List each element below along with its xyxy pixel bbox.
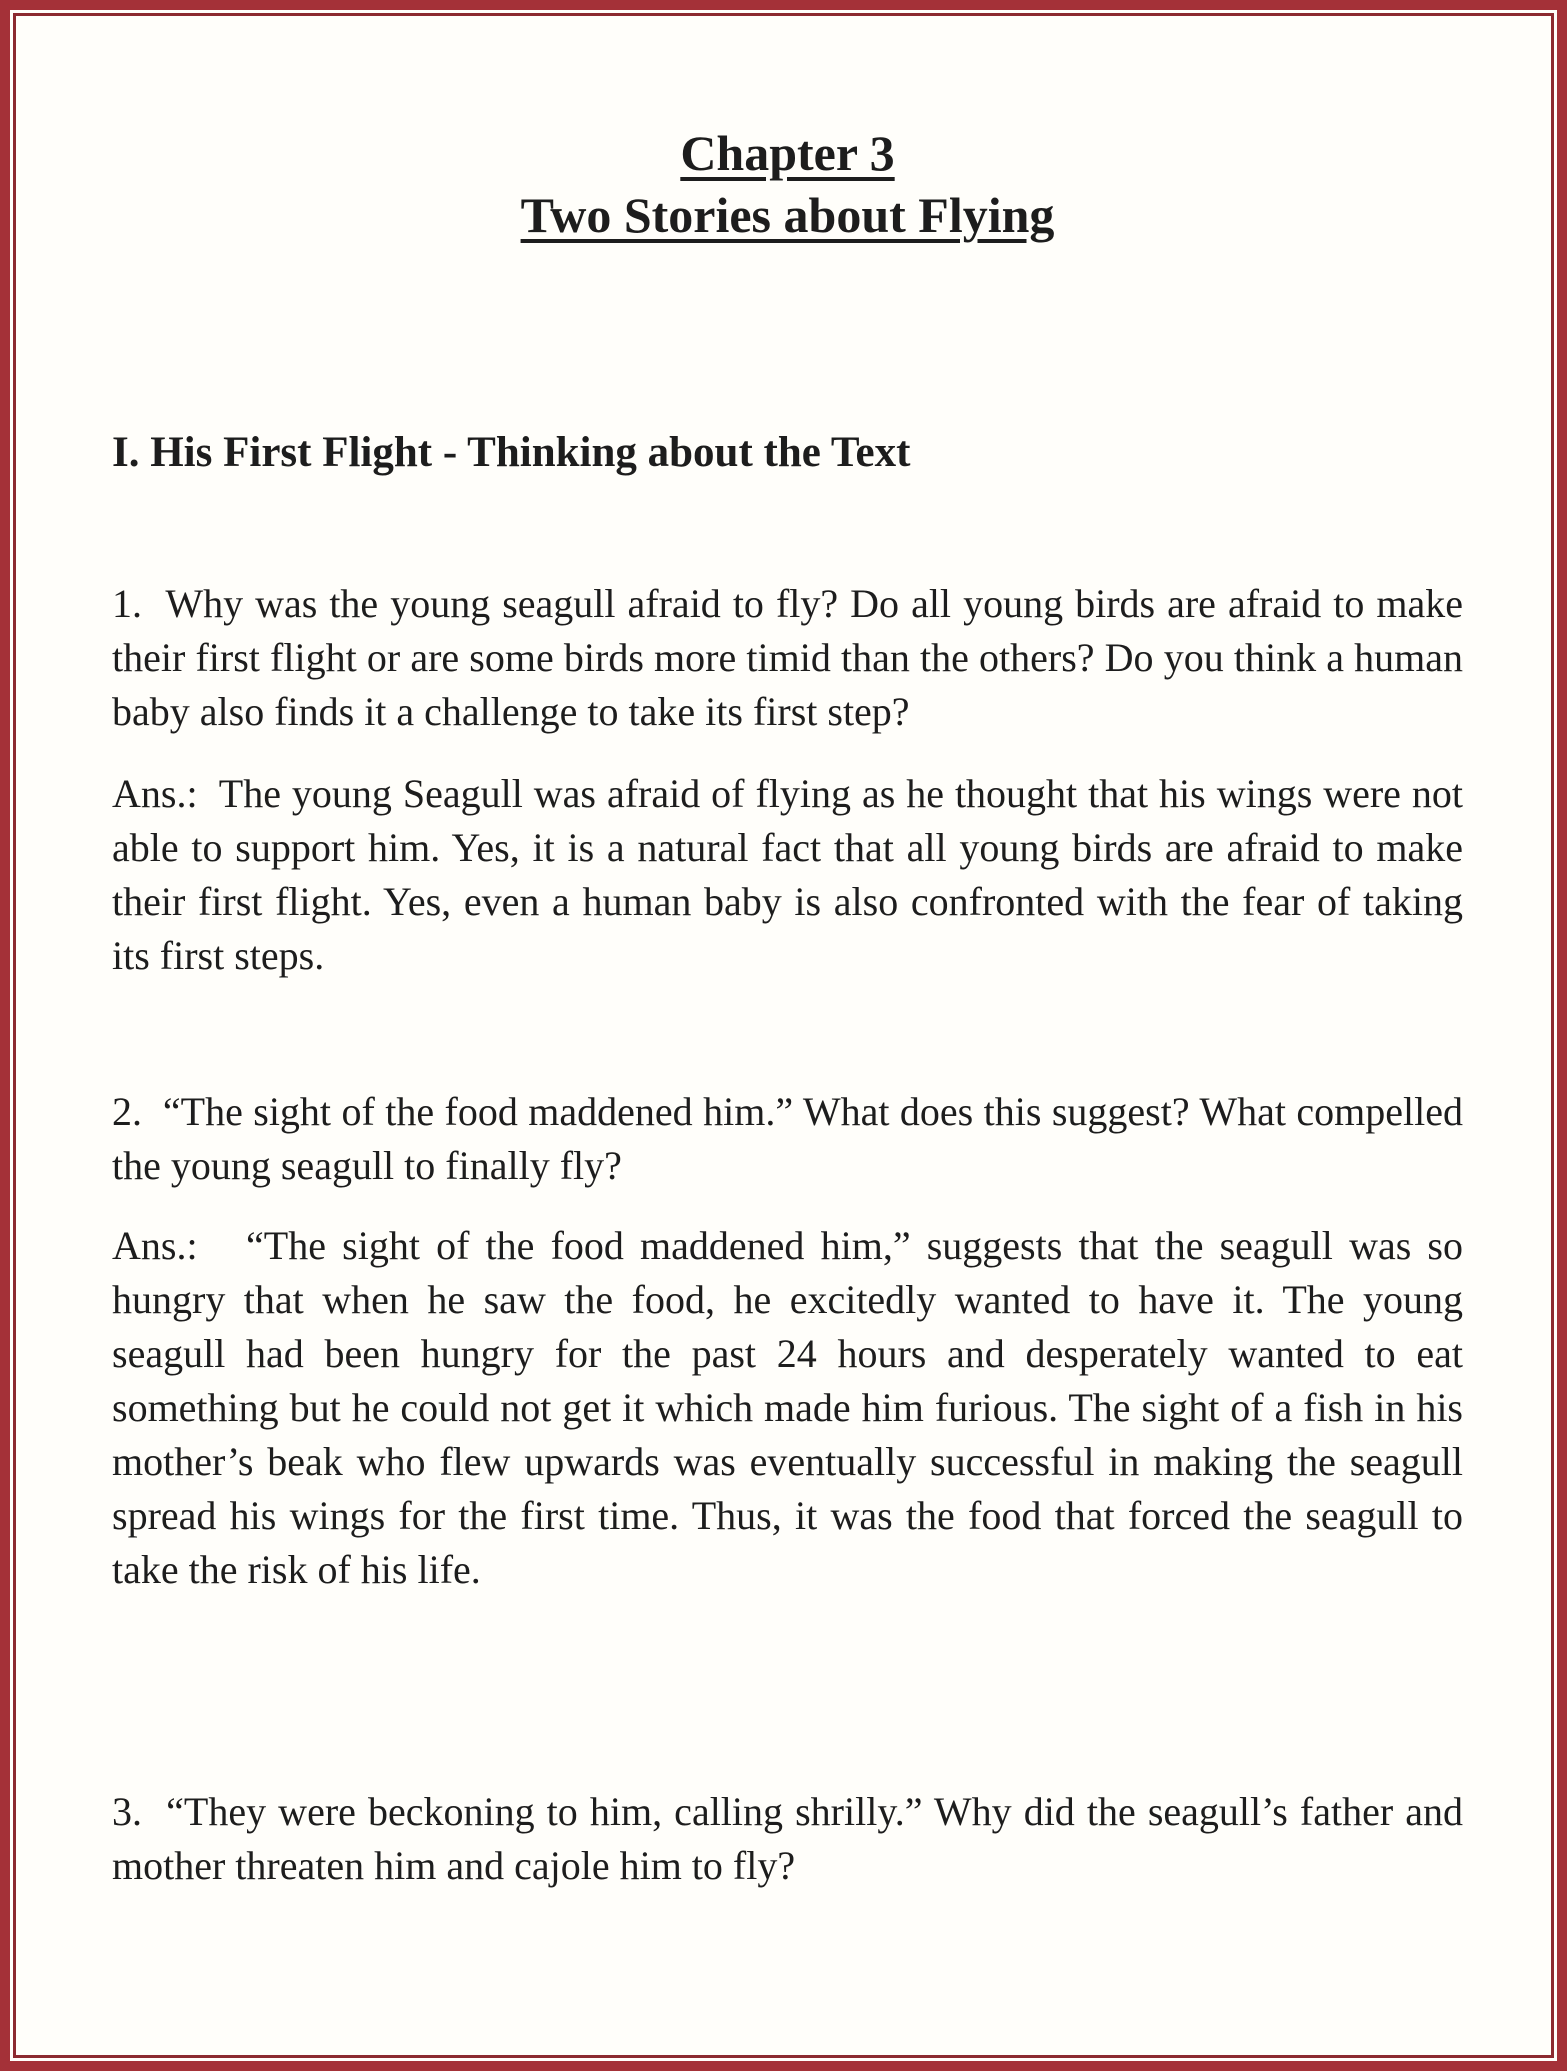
chapter-title: Chapter 3 [680, 125, 895, 181]
chapter-title-line [112, 122, 1463, 184]
answer-1: Ans.: The young Seagull was afraid of flying as he thought that his wings were not able to support him. Yes, it is a natural fact that all young birds are afraid to make their first flight. Yes, even a human baby is also confronted with the fear of taking its first steps. [112, 771, 1463, 978]
chapter-title-block [112, 122, 1463, 246]
answer-2: Ans.: “The sight of the food maddened him,” suggests that the seagull was so hungry that when he saw the food, he excitedly wanted to have it. The young seagull had been hungry for the past 24 hours and desperately wanted to eat something but he could not get it which made him furious. The sight of a fish in his mother’s beak who flew upwards was eventually successful in making the seagull spread his wings for the first time. Thus, it was the food that forced the seagull to take the risk of his life. [112, 1223, 1463, 1592]
question-2: 2. “The sight of the food maddened him.” What does this suggest? What compelled the young seagull to finally fly? [112, 1089, 1463, 1188]
chapter-subtitle-line [112, 184, 1463, 246]
page-content [112, 0, 1463, 1893]
chapter-subtitle: Two Stories about Flying [520, 187, 1055, 243]
section-heading: I. His First Flight - Thinking about the Text [112, 429, 911, 476]
question-3: 3. “They were beckoning to him, calling shrilly.” Why did the seagull’s father and mother threaten him and cajole him to fly? [112, 1789, 1463, 1888]
question-1: 1. Why was the young seagull afraid to fly? Do all young birds are afraid to make their first flight or are some birds more timid than the others? Do you think a human baby also finds it a challenge to take its first step? [112, 581, 1463, 734]
